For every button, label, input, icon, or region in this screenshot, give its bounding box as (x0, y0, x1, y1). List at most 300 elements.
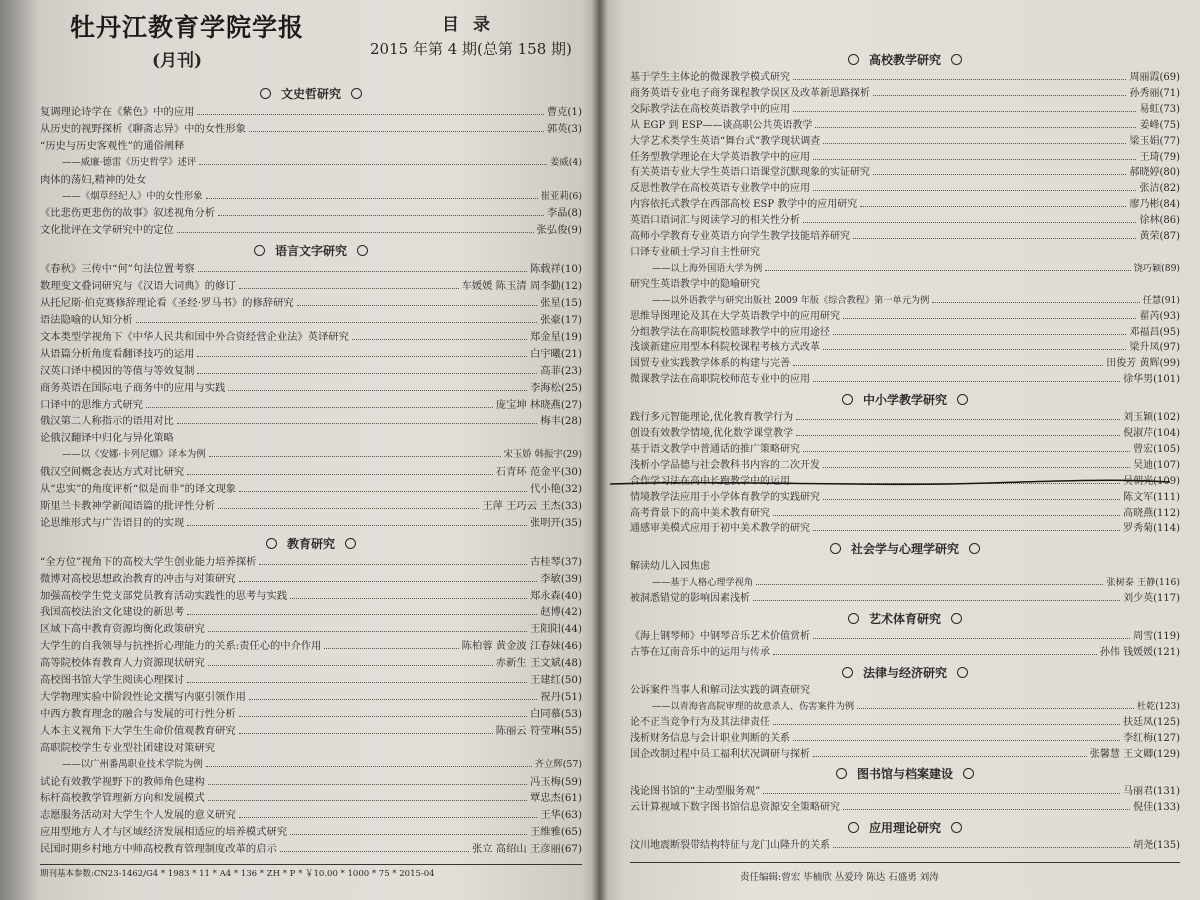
dot-leader (352, 339, 527, 340)
circle-ornament-icon (957, 394, 968, 405)
article-title: 口译中的思维方式研究 (40, 398, 143, 411)
author-page: 刘少英(117) (1123, 593, 1180, 605)
dot-leader (218, 215, 544, 216)
toc-entry[interactable] (630, 784, 1180, 800)
toc-entry[interactable] (40, 121, 582, 138)
dot-leader (208, 784, 527, 785)
circle-ornament-icon (848, 54, 859, 65)
section-heading (630, 765, 1180, 782)
dot-leader (813, 756, 1087, 757)
author-page: 高晓燕(112) (1123, 507, 1180, 519)
dot-leader (793, 740, 1120, 741)
circle-ornament-icon (957, 667, 968, 678)
circle-ornament-icon (266, 538, 277, 549)
section-heading-label: 艺术体育研究 (868, 612, 941, 627)
author-page: 古桂琴(37) (529, 555, 582, 568)
dot-leader (297, 305, 538, 306)
author-page: 陈柏蓉 黄金波 江春妹(46) (461, 640, 582, 653)
author-page: 庞宝坤 林晓燕(27) (495, 398, 582, 411)
circle-ornament-icon (848, 613, 859, 624)
toc-entry[interactable] (630, 372, 1180, 388)
dot-leader (239, 581, 538, 582)
article-title: 情境教学法应用于小学体育教学的实践研究 (630, 491, 820, 503)
toc-entry[interactable] (630, 165, 1180, 181)
toc-entry[interactable] (40, 757, 582, 774)
article-title: 加强高校学生党支部党员教育活动实践性的思考与实践 (40, 589, 288, 602)
toc-entry[interactable] (40, 655, 582, 672)
toc-entry[interactable] (630, 699, 1180, 715)
journal-title: 牡丹江教育学院学报 (70, 13, 305, 42)
article-title: 研究生英语教学中的隐喻研究 (630, 278, 760, 290)
author-page: 赵博(42) (540, 606, 582, 619)
toc-entry[interactable] (40, 790, 582, 807)
dot-leader (290, 598, 527, 599)
author-page: 姜峰(75) (1139, 119, 1180, 131)
article-title: 英语口语词汇与阅读学习的相关性分析 (630, 215, 800, 227)
toc-entry[interactable] (40, 329, 582, 346)
section-heading (40, 85, 582, 102)
dot-leader (208, 665, 493, 666)
dot-leader (796, 435, 1120, 436)
dot-leader (773, 515, 1120, 516)
author-page: 倪佳(133) (1133, 802, 1180, 814)
masthead (40, 0, 582, 82)
author-page: 翟芮(93) (1139, 310, 1180, 322)
toc-entry[interactable] (40, 481, 582, 498)
author-page: 廖乃彬(84) (1129, 199, 1180, 211)
author-page: 陈丽云 符莹琳(55) (495, 724, 582, 737)
author-page: 孙秀丽(71) (1129, 87, 1180, 99)
dot-leader (239, 288, 459, 289)
section-heading-label: 社会学与心理学研究 (850, 542, 959, 557)
author-page: 王萍 王巧云 王杰(33) (482, 499, 582, 512)
section-heading (630, 610, 1180, 627)
article-title: 中西方教育理念的融合与发展的可行性分析 (40, 707, 236, 720)
author-page: 张弘俊(9) (536, 224, 582, 237)
dot-leader (796, 419, 1120, 420)
dot-leader (177, 232, 534, 233)
article-title: 论俄汉翻译中归化与异化策略 (40, 432, 174, 445)
dot-leader (136, 322, 538, 323)
left-toc (40, 85, 582, 858)
author-page: 王建红(50) (529, 674, 582, 687)
dot-leader (208, 800, 527, 801)
author-page: 郑永森(40) (529, 589, 582, 602)
author-page: 白宇曦(21) (529, 347, 582, 360)
circle-ornament-icon (848, 822, 859, 833)
dot-leader (823, 349, 1126, 350)
toc-entry[interactable] (630, 506, 1180, 522)
top-spacer (630, 0, 1180, 48)
circle-ornament-icon (830, 543, 841, 554)
toc-entry[interactable] (40, 312, 582, 329)
article-title: 基于学生主体论的微课教学模式研究 (630, 72, 790, 83)
dot-leader (793, 79, 1126, 80)
author-page: 王华(63) (540, 809, 582, 822)
toc-entry[interactable] (40, 413, 582, 430)
dot-leader (197, 373, 537, 374)
toc-entry[interactable] (630, 70, 1180, 86)
toc-entry[interactable] (630, 213, 1180, 229)
author-page: 饶巧颖(89) (1133, 262, 1180, 274)
section-heading-label: 中小学教学研究 (862, 393, 947, 408)
toc-heading: 目录 (442, 15, 504, 35)
dot-leader (198, 271, 527, 272)
toc-entry[interactable] (630, 118, 1180, 134)
toc-entry[interactable] (630, 747, 1180, 763)
author-page: 罗秀菊(114) (1123, 523, 1180, 535)
circle-ornament-icon (842, 667, 853, 678)
toc-entry[interactable] (40, 571, 582, 588)
article-title: 内容依托式教学在西部高校 ESP 教学中的应用研究 (630, 199, 858, 211)
section-heading-label: 高校教学研究 (868, 53, 941, 67)
toc-entry[interactable] (630, 521, 1180, 537)
toc-entry[interactable] (40, 363, 582, 380)
dot-leader (239, 733, 493, 734)
dot-leader (187, 614, 537, 615)
article-title: 高考背景下的高中美术教育研究 (630, 507, 770, 519)
toc-entry[interactable] (630, 629, 1180, 645)
article-title: 古筝在辽南音乐中的运用与传承 (630, 647, 770, 658)
author-page: 易虹(73) (1139, 103, 1180, 115)
author-page: 张明开(35) (529, 516, 582, 529)
toc-entry[interactable] (630, 134, 1180, 150)
article-title: 创设有效教学情境,优化数学课堂教学 (630, 428, 794, 440)
toc-entry[interactable] (40, 222, 582, 239)
author-page: 倪淑芹(104) (1123, 428, 1180, 440)
toc-entry[interactable] (40, 261, 582, 278)
article-title: 大学生的自我领导与抗挫折心理能力的关系:责任心的中介作用 (40, 640, 322, 653)
author-page: 白同慕(53) (529, 707, 582, 720)
author-page: 王维雅(65) (529, 826, 582, 839)
toc-entry[interactable] (630, 731, 1180, 747)
author-page: 张立 高绍山 王彦丽(67) (471, 843, 582, 856)
author-page: 梅丰(28) (540, 415, 582, 428)
author-page: 石青环 范金平(30) (495, 466, 582, 479)
dot-leader (753, 600, 1120, 601)
article-title: 从 EGP 到 ESP——谈高职公共英语教学 (630, 119, 813, 131)
circle-ornament-icon (836, 768, 847, 779)
dot-leader (833, 334, 1126, 335)
article-title: ——以广州番禺职业技术学院为例 (62, 758, 203, 770)
dot-leader (187, 474, 493, 475)
article-title: 从历史的视野探析《聊斋志异》中的女性形象 (40, 122, 246, 135)
author-page: 张豪(17) (540, 313, 582, 326)
dot-leader (793, 365, 1103, 366)
toc-entry[interactable] (40, 295, 582, 312)
author-page: 杜乾(123) (1136, 700, 1180, 712)
article-title: 汉英口译中模因的等值与等效复制 (40, 364, 195, 377)
toc-entry[interactable] (40, 278, 582, 295)
author-page: 高菲(23) (540, 364, 582, 377)
dot-leader (803, 451, 1130, 452)
circle-ornament-icon (345, 538, 356, 549)
article-title: 从托尼斯·伯克赛修辞理论看《圣经·罗马书》的修辞研究 (40, 297, 294, 310)
dot-leader (239, 491, 527, 492)
article-title: 数理变文叠词研究与《汉语大词典》的修订 (40, 280, 236, 293)
article-title: 高职院校学生专业型社团建设对策研究 (40, 741, 216, 754)
article-title: 解读幼儿入园焦虑 (630, 561, 710, 573)
toc-entry[interactable] (40, 380, 582, 397)
toc-entry[interactable] (40, 172, 582, 189)
toc-entry[interactable] (630, 442, 1180, 458)
handwritten-pen-line (610, 474, 1170, 492)
toc-entry[interactable] (40, 138, 582, 155)
author-page: 车媛媛 陈玉清 周李勤(12) (461, 280, 582, 293)
article-title: 交际教学法在高校英语教学中的应用 (630, 103, 790, 115)
toc-entry[interactable] (630, 245, 1180, 261)
article-title: 被洞悉错觉的影响因素浅析 (630, 593, 750, 605)
section-heading (40, 242, 582, 259)
dot-leader (146, 407, 493, 408)
author-page: 祝丹(51) (540, 691, 582, 703)
dot-leader (773, 724, 1120, 725)
toc-entry[interactable] (630, 490, 1180, 506)
section-heading (630, 51, 1180, 68)
toc-entry[interactable] (630, 426, 1180, 442)
toc-entry[interactable] (630, 356, 1180, 372)
dot-leader (249, 131, 544, 132)
author-page: 吴迪(107) (1133, 459, 1180, 471)
toc-entry[interactable] (40, 515, 582, 532)
article-title: 标杆高校教学管理新方向和发展模式 (40, 792, 205, 805)
toc-entry[interactable] (40, 447, 582, 464)
circle-ornament-icon (260, 88, 271, 99)
toc-entry[interactable] (630, 277, 1180, 293)
article-title: 肉体的荡妇,精神的处女 (40, 173, 147, 186)
article-title: 公诉案件当事人和解司法实践的调查研究 (630, 684, 810, 696)
article-title: 高校图书馆大学生阅读心理探讨 (40, 674, 185, 687)
article-title: 浅析小学品德与社会教科书内容的二次开发 (630, 459, 820, 471)
toc-entry[interactable] (40, 706, 582, 723)
author-page: 田俊芳 黄辉(99) (1106, 358, 1180, 370)
toc-entry[interactable] (40, 205, 582, 222)
toc-entry[interactable] (630, 181, 1180, 197)
article-title: 合作学习法在高中长跑教学中的运用 (630, 475, 790, 487)
toc-entry[interactable] (40, 498, 582, 515)
toc-entry[interactable] (630, 309, 1180, 325)
toc-entry[interactable] (40, 104, 582, 121)
dot-leader (290, 834, 527, 835)
toc-entry[interactable] (630, 591, 1180, 607)
publication-code: 期刊基本参数:CN23-1462/G4 * 1983 * 11 * A4 * 136 * ZH * P * ￥10.00 * 1000 * 75 * 2015-04 (40, 864, 582, 879)
toc-entry[interactable] (40, 604, 582, 621)
article-title: 高等院校体育教育人力资源现状研究 (40, 657, 205, 670)
article-title: 《海上钢琴师》中钢琴音乐艺术价值赏析 (630, 631, 810, 643)
author-page: 邓福昌(95) (1129, 326, 1180, 338)
right-toc (630, 51, 1180, 854)
toc-entry[interactable] (630, 261, 1180, 277)
section-heading-label: 图书馆与档案建设 (856, 767, 953, 782)
article-title: 国贸专业实践教学体系的构建与完善 (630, 358, 790, 370)
toc-entry[interactable] (630, 559, 1180, 575)
article-title: “全方位”视角下的高校大学生创业能力培养探析 (40, 555, 257, 568)
dot-leader (206, 198, 538, 199)
dot-leader (187, 525, 527, 526)
article-title: 分组教学法在高职院校篮球教学中的应用途径 (630, 326, 830, 338)
toc-entry[interactable] (630, 800, 1180, 816)
toc-entry[interactable] (630, 293, 1180, 309)
toc-entry[interactable] (40, 621, 582, 638)
author-page: 扶廷凤(125) (1123, 716, 1180, 728)
article-title: 区域下高中教育资源均衡化政策研究 (40, 623, 205, 636)
article-title: 民国时期乡村地方中师高校教育管理制度改革的启示 (40, 843, 277, 856)
article-title: 试论有效教学视野下的教师角色建构 (40, 775, 205, 788)
toc-entry[interactable] (40, 588, 582, 605)
toc-entry[interactable] (630, 838, 1180, 854)
author-page: 崔亚莉(6) (540, 190, 582, 202)
dot-leader (873, 95, 1126, 96)
article-title: 任务型教学理论在大学英语教学中的应用 (630, 151, 810, 163)
dot-leader (833, 847, 1130, 848)
dot-leader (813, 381, 1120, 382)
circle-ornament-icon (357, 245, 368, 256)
section-heading-label: 教育研究 (286, 536, 335, 551)
dot-leader (857, 708, 1134, 709)
section-heading-label: 法律与经济研究 (862, 665, 947, 680)
author-page: 王阳阳(44) (529, 623, 582, 636)
toc-entry[interactable] (630, 197, 1180, 213)
dot-leader (773, 654, 1097, 655)
issue-info: 2015 年第 4 期(总第 158 期) (370, 40, 572, 58)
article-title: 大学物理实验中阶段性论文撰写内驱引领作用 (40, 691, 246, 703)
dot-leader (823, 143, 1126, 144)
article-title: 斯里兰卡教神学新闻语篇的批评性分析 (40, 499, 216, 512)
author-page: 李海松(25) (529, 381, 582, 394)
toc-entry[interactable] (40, 807, 582, 824)
article-title: 论思维形式与广告语目的的实现 (40, 516, 185, 529)
toc-entry[interactable] (630, 102, 1180, 118)
article-title: ——以外语教学与研究出版社 2009 年版《综合教程》第一单元为例 (652, 294, 930, 306)
article-title: 思维导图理论及其在大学英语教学中的应用研究 (630, 310, 840, 322)
article-title: 践行多元智能理论,优化教育教学行为 (630, 412, 794, 424)
circle-ornament-icon (963, 768, 974, 779)
toc-entry[interactable] (630, 715, 1180, 731)
article-title: 国企改制过程中员工福利状况调研与探析 (630, 748, 810, 760)
toc-entry[interactable] (630, 150, 1180, 166)
dot-leader (823, 467, 1130, 468)
toc-entry[interactable] (40, 554, 582, 571)
article-title: 《比悲伤更悲伤的故事》叙述视角分析 (40, 207, 216, 220)
dot-leader (813, 638, 1130, 639)
article-title: ——以上海外国语大学为例 (652, 262, 763, 274)
dot-leader (199, 164, 547, 165)
dot-leader (206, 766, 532, 767)
dot-leader (197, 356, 527, 357)
dot-leader (187, 682, 527, 683)
article-title: 俄汉空间概念表达方式对比研究 (40, 466, 185, 479)
toc-entry[interactable] (40, 464, 582, 481)
toc-entry[interactable] (40, 346, 582, 363)
toc-entry[interactable] (630, 340, 1180, 356)
author-page: 赤新生 王文斌(48) (495, 657, 582, 670)
dot-leader (228, 390, 527, 391)
dot-leader (873, 174, 1126, 175)
article-title: 基于语文教学中普通话的推广策略研究 (630, 443, 800, 455)
article-title: 语法隐喻的认知分析 (40, 313, 133, 326)
toc-entry[interactable] (630, 575, 1180, 591)
dot-leader (860, 206, 1126, 207)
author-page: 王琦(79) (1139, 151, 1180, 163)
dot-leader (813, 190, 1136, 191)
section-heading-label: 文史哲研究 (280, 87, 341, 101)
toc-entry[interactable] (40, 689, 582, 706)
dot-leader (813, 530, 1120, 531)
author-page: 刘玉颖(102) (1123, 412, 1180, 424)
toc-entry[interactable] (630, 645, 1180, 661)
author-page: 陈文军(111) (1123, 491, 1180, 503)
section-heading-label: 应用理论研究 (868, 821, 941, 836)
toc-entry[interactable] (40, 723, 582, 740)
author-page: 孙伟 钱媛媛(121) (1099, 647, 1180, 658)
article-title: 论不正当竞争行为及其法律责任 (630, 716, 770, 728)
circle-ornament-icon (351, 88, 362, 99)
author-page: 梁升凤(97) (1129, 342, 1180, 354)
toc-entry[interactable] (40, 155, 582, 172)
toc-entry[interactable] (630, 325, 1180, 341)
toc-entry[interactable] (40, 430, 582, 447)
dot-leader (815, 127, 1136, 128)
dot-leader (280, 851, 469, 852)
dot-leader (803, 222, 1136, 223)
toc-entry[interactable] (40, 638, 582, 655)
article-title: ——《烟草经纪人》中的女性形象 (62, 190, 203, 202)
article-title: 志愿服务活动对大学生个人发展的意义研究 (40, 809, 236, 822)
author-page: 徐林(86) (1139, 215, 1180, 227)
toc-entry[interactable] (40, 824, 582, 841)
dot-leader (208, 631, 527, 632)
article-title: “历史与历史客观性”的通俗阐释 (40, 139, 185, 152)
article-title: 浅论图书馆的“主动型服务观” (630, 786, 761, 798)
right-page (600, 0, 1200, 900)
toc-entry[interactable] (40, 841, 582, 858)
toc-entry[interactable] (630, 86, 1180, 102)
dot-leader (756, 584, 1103, 585)
article-title: ——以《安娜·卡列尼娜》译本为例 (62, 449, 206, 461)
toc-entry[interactable] (40, 774, 582, 791)
article-title: 复调理论诗学在《紫色》中的应用 (40, 106, 195, 118)
editors-line: 责任编辑:曾宏 毕楠欣 丛爱玲 陈达 石盛勇 刘涛 (630, 862, 1180, 883)
author-page: 李晶(8) (546, 207, 582, 220)
toc-entry[interactable] (40, 672, 582, 689)
article-title: 文本类型学视角下《中华人民共和国中外合资经营企业法》英译研究 (40, 330, 349, 343)
toc-entry[interactable] (40, 397, 582, 414)
author-page: 张星(15) (540, 297, 582, 310)
article-title: 俄汉第二人称指示的语用对比 (40, 415, 174, 428)
journal-frequency: (月刊) (152, 51, 203, 71)
section-heading (630, 391, 1180, 408)
author-page: 齐立辉(57) (534, 758, 582, 770)
toc-entry[interactable] (40, 189, 582, 206)
author-page: 马丽君(131) (1123, 786, 1180, 798)
author-page: 张馨慧 王文卿(129) (1089, 748, 1180, 760)
author-page: 冯玉梅(59) (529, 775, 582, 788)
author-page: 姜威(4) (549, 156, 582, 168)
toc-entry[interactable] (630, 410, 1180, 426)
dot-leader (239, 716, 527, 717)
dot-leader (823, 499, 1120, 500)
toc-entry[interactable] (40, 740, 582, 757)
author-page: 代小艳(32) (529, 483, 582, 496)
toc-entry[interactable] (630, 229, 1180, 245)
toc-entry[interactable] (630, 683, 1180, 699)
author-page: 郝晓婷(80) (1129, 167, 1180, 179)
article-title: ——威廉·德雷《历史哲学》述评 (62, 156, 197, 168)
toc-entry[interactable] (630, 458, 1180, 474)
dot-leader (259, 564, 527, 565)
article-title: 浅析财务信息与会计职业判断的关系 (630, 732, 790, 744)
author-page: 张树泰 王静(116) (1106, 577, 1180, 589)
